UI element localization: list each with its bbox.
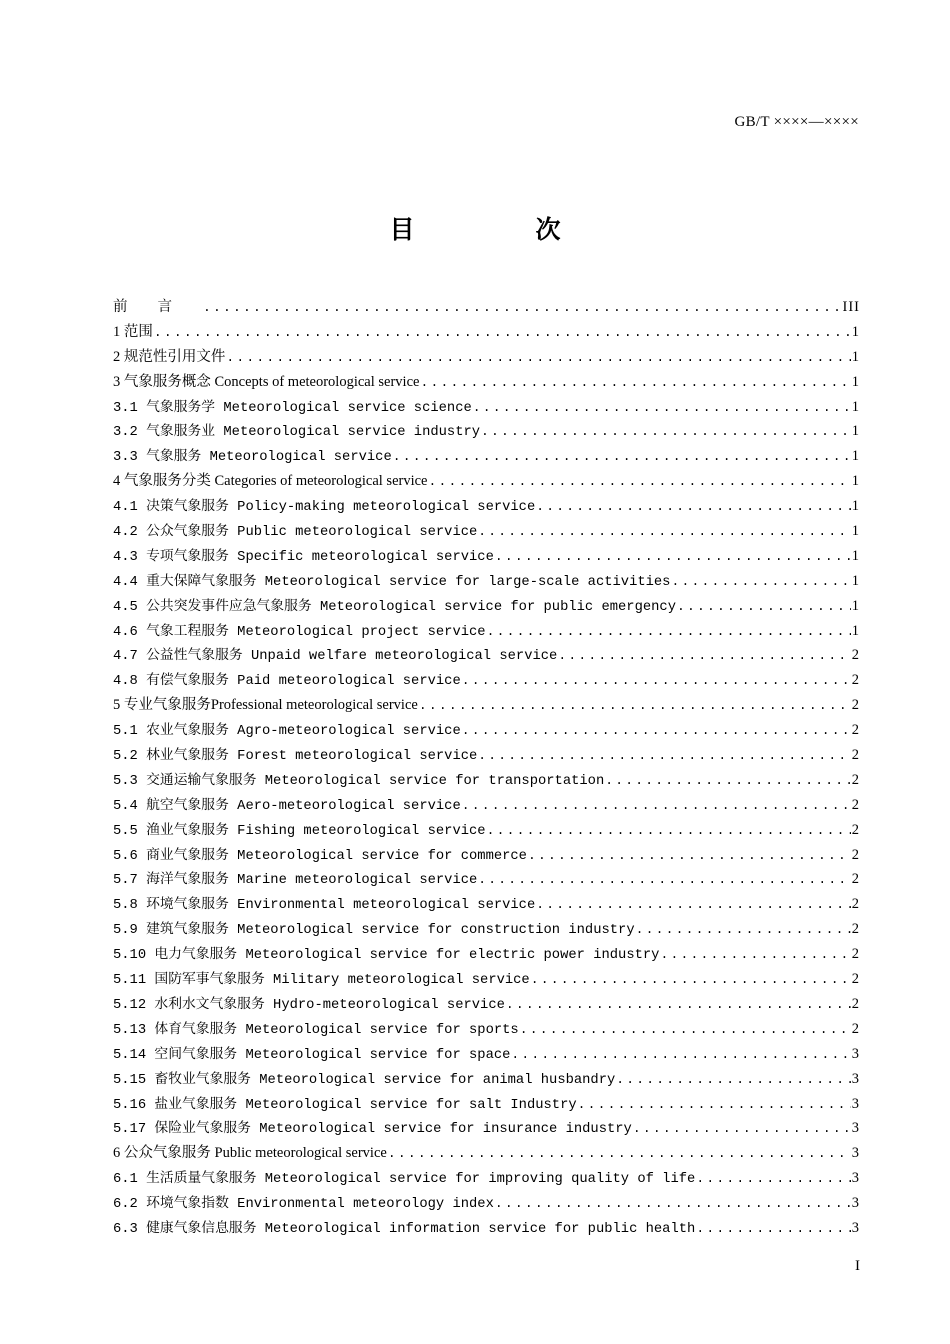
toc-dot-leader	[419, 694, 851, 718]
toc-entry-page: 2	[851, 796, 860, 813]
toc-entry[interactable]	[113, 1017, 860, 1042]
toc-dot-leader	[671, 570, 850, 594]
toc-entry-page: 2	[851, 995, 860, 1012]
toc-entry-label: 5.8 环境气象服务 Environmental meteorological service	[113, 898, 536, 914]
toc-entry-label: 6.2 环境气象指数 Environmental meteorology index	[113, 1197, 494, 1213]
toc-entry-label: 4.4 重大保障气象服务 Meteorological service for large-scale activities	[113, 574, 671, 590]
toc-dot-leader	[536, 893, 851, 917]
toc-entry-label: 5.10 电力气象服务 Meteorological service for electric power industry	[113, 948, 660, 964]
standard-code: GB/T ××××—××××	[734, 114, 859, 130]
toc-entry[interactable]	[113, 843, 860, 868]
toc-entry-page: 2	[851, 921, 860, 938]
toc-dot-leader	[478, 520, 850, 544]
toc-entry[interactable]	[113, 1116, 860, 1141]
toc-entry-page: 1	[851, 323, 860, 340]
toc-dot-leader	[528, 844, 851, 868]
toc-entry-page: 2	[851, 1020, 860, 1037]
toc-entry-page: 3	[851, 1219, 860, 1236]
toc-entry-label: 5.17 保险业气象服务 Meteorological service for insurance industry	[113, 1122, 632, 1138]
toc-entry-label: 5.11 国防军事气象服务 Military meteorological service	[113, 973, 530, 989]
toc-entry-page: 1	[851, 622, 860, 639]
toc-dot-leader	[154, 321, 851, 345]
toc-dot-leader	[506, 993, 851, 1017]
toc-entry-label: 3.3 气象服务 Meteorological service	[113, 450, 392, 466]
toc-entry-label: 5.14 空间气象服务 Meteorological service for space	[113, 1047, 511, 1063]
toc-entry-label: 3.2 气象服务业 Meteorological service industry	[113, 425, 481, 441]
toc-dot-leader	[520, 1018, 851, 1042]
toc-dot-leader	[511, 1043, 850, 1067]
toc-entry-page: 1	[851, 398, 860, 415]
toc-entry-label: 4.3 专项气象服务 Specific meteorological service	[113, 549, 494, 565]
toc-entry[interactable]	[113, 693, 860, 718]
toc-dot-leader	[578, 1093, 851, 1117]
toc-entry-page: 2	[851, 771, 860, 788]
toc-entry-page: 1	[851, 547, 860, 564]
toc-entry-page: 2	[851, 821, 860, 838]
toc-entry-label: 2 规范性引用文件	[113, 348, 226, 365]
toc-entry-page: 2	[851, 747, 860, 764]
toc-entry[interactable]	[113, 643, 860, 668]
toc-entry-page: 2	[851, 846, 860, 863]
toc-entry[interactable]	[113, 619, 860, 644]
toc-dot-leader	[462, 719, 851, 743]
toc-entry[interactable]	[113, 494, 860, 519]
toc-dot-leader	[636, 918, 851, 942]
toc-entry-label: 5.15 畜牧业气象服务 Meteorological service for animal husbandry	[113, 1072, 616, 1088]
toc-dot-leader	[393, 445, 851, 469]
toc-entry[interactable]	[113, 793, 860, 818]
toc-entry-page: 1	[851, 423, 860, 440]
toc-entry-label: 5.16 盐业气象服务 Meteorological service for salt Industry	[113, 1097, 577, 1113]
toc-entry-label: 4.6 气象工程服务 Meteorological project service	[113, 624, 486, 640]
toc-dot-leader	[696, 1167, 850, 1191]
toc-entry-label: 6.3 健康气象信息服务 Meteorological information service for public health	[113, 1221, 696, 1237]
toc-entry[interactable]	[113, 1067, 860, 1092]
toc-dot-leader	[420, 371, 850, 395]
toc-entry-label: 3.1 气象服务学 Meteorological service science	[113, 400, 472, 416]
toc-entry-page: 2	[851, 722, 860, 739]
toc-entry-label: 5.5 渔业气象服务 Fishing meteorological service	[113, 823, 486, 839]
toc-entry-page: III	[842, 299, 860, 315]
toc-entry-label: 5.3 交通运输气象服务 Meteorological service for transportation	[113, 773, 605, 789]
toc-entry-label: 5.7 海洋气象服务 Marine meteorological service	[113, 873, 478, 889]
toc-dot-leader	[487, 620, 851, 644]
toc-entry[interactable]	[113, 743, 860, 768]
toc-entry[interactable]	[113, 519, 860, 544]
toc-entry[interactable]	[113, 1092, 860, 1117]
toc-entry-page: 3	[851, 1120, 860, 1137]
toc-dot-leader	[633, 1117, 851, 1141]
toc-dot-leader	[616, 1068, 850, 1092]
toc-entry-page: 2	[851, 946, 860, 963]
toc-entry[interactable]	[113, 370, 860, 395]
toc-entry-label: 3 气象服务概念 Concepts of meteorological service	[113, 373, 420, 390]
toc-entry[interactable]	[113, 544, 860, 569]
toc-entry-label: 4 气象服务分类 Categories of meteorological service	[113, 473, 428, 490]
toc-entry[interactable]	[113, 1166, 860, 1191]
toc-entry-label: 4.5 公共突发事件应急气象服务 Meteorological service for public emergency	[113, 599, 676, 615]
toc-entry-label: 5 专业气象服务Professional meteorological service	[113, 697, 418, 714]
toc-entry[interactable]	[113, 295, 860, 320]
toc-dot-leader	[481, 420, 851, 444]
toc-entry-label: 前言	[113, 299, 202, 315]
toc-entry-label: 5.12 水利水文气象服务 Hydro-meteorological service	[113, 997, 505, 1013]
toc-entry-page: 2	[851, 697, 860, 714]
toc-dot-leader	[226, 346, 850, 370]
table-of-contents	[113, 295, 860, 1241]
toc-entry-page: 3	[851, 1170, 860, 1187]
toc-entry[interactable]	[113, 444, 860, 469]
toc-entry-label: 5.2 林业气象服务 Forest meteorological service	[113, 749, 478, 765]
toc-entry-label: 4.1 决策气象服务 Policy-making meteorological service	[113, 500, 536, 516]
toc-entry[interactable]	[113, 668, 860, 693]
toc-entry[interactable]	[113, 1141, 860, 1166]
toc-entry-page: 3	[851, 1145, 860, 1162]
toc-entry[interactable]	[113, 942, 860, 967]
toc-entry-label: 4.8 有偿气象服务 Paid meteorological service	[113, 674, 461, 690]
toc-entry[interactable]	[113, 320, 860, 345]
toc-entry[interactable]	[113, 345, 860, 370]
toc-dot-leader	[388, 1142, 851, 1166]
toc-dot-leader	[495, 1192, 851, 1216]
toc-dot-leader	[605, 769, 851, 793]
toc-entry-page: 1	[851, 348, 860, 365]
page-number: I	[855, 1258, 860, 1274]
toc-entry-label: 6.1 生活质量气象服务 Meteorological service for improving quality of life	[113, 1172, 696, 1188]
toc-entry-page: 1	[851, 523, 860, 540]
toc-entry-label: 4.2 公众气象服务 Public meteorological service	[113, 525, 478, 541]
toc-entry-page: 1	[851, 498, 860, 515]
toc-entry-page: 2	[851, 871, 860, 888]
toc-entry-label: 5.9 建筑气象服务 Meteorological service for construction industry	[113, 923, 635, 939]
toc-dot-leader	[203, 296, 842, 320]
toc-entry[interactable]	[113, 594, 860, 619]
toc-dot-leader	[428, 470, 850, 494]
toc-entry-page: 3	[851, 1095, 860, 1112]
toc-entry-page: 2	[851, 896, 860, 913]
toc-entry-page: 1	[851, 448, 860, 465]
toc-entry[interactable]	[113, 867, 860, 892]
toc-dot-leader	[531, 968, 851, 992]
toc-dot-leader	[487, 819, 851, 843]
toc-entry[interactable]	[113, 718, 860, 743]
toc-entry-page: 1	[851, 597, 860, 614]
toc-entry-page: 1	[851, 572, 860, 589]
toc-entry-page: 3	[851, 1195, 860, 1212]
toc-dot-leader	[696, 1217, 850, 1241]
toc-entry[interactable]	[113, 892, 860, 917]
toc-entry-page: 1	[851, 473, 860, 490]
toc-dot-leader	[462, 669, 851, 693]
toc-dot-leader	[558, 644, 850, 668]
toc-entry[interactable]	[113, 992, 860, 1017]
toc-entry-label: 5.1 农业气象服务 Agro-meteorological service	[113, 724, 461, 740]
toc-entry[interactable]	[113, 917, 860, 942]
toc-entry[interactable]	[113, 569, 860, 594]
page-title: 目 次	[389, 215, 609, 244]
toc-entry[interactable]	[113, 1042, 860, 1067]
toc-dot-leader	[478, 868, 850, 892]
toc-entry-label: 5.13 体育气象服务 Meteorological service for sports	[113, 1022, 519, 1038]
toc-entry-page: 3	[851, 1045, 860, 1062]
toc-dot-leader	[677, 595, 851, 619]
toc-entry-label: 5.6 商业气象服务 Meteorological service for commerce	[113, 848, 527, 864]
toc-dot-leader	[495, 545, 851, 569]
toc-entry[interactable]	[113, 419, 860, 444]
toc-entry-page: 1	[851, 373, 860, 390]
toc-entry-page: 2	[851, 672, 860, 689]
toc-entry-page: 3	[851, 1070, 860, 1087]
toc-entry[interactable]	[113, 967, 860, 992]
toc-entry-label: 6 公众气象服务 Public meteorological service	[113, 1145, 387, 1162]
toc-dot-leader	[660, 943, 850, 967]
toc-dot-leader	[478, 744, 850, 768]
toc-entry[interactable]	[113, 469, 860, 494]
toc-entry[interactable]	[113, 768, 860, 793]
toc-entry-page: 2	[851, 971, 860, 988]
toc-entry-page: 2	[851, 647, 860, 664]
toc-dot-leader	[462, 794, 851, 818]
toc-entry[interactable]	[113, 818, 860, 843]
toc-entry[interactable]	[113, 1216, 860, 1241]
toc-dot-leader	[536, 495, 851, 519]
toc-entry[interactable]	[113, 1191, 860, 1216]
toc-dot-leader	[473, 396, 851, 420]
toc-entry-label: 5.4 航空气象服务 Aero-meteorological service	[113, 798, 461, 814]
toc-entry-label: 4.7 公益性气象服务 Unpaid welfare meteorological service	[113, 649, 558, 665]
toc-entry[interactable]	[113, 395, 860, 420]
toc-entry-label: 1 范围	[113, 323, 153, 340]
